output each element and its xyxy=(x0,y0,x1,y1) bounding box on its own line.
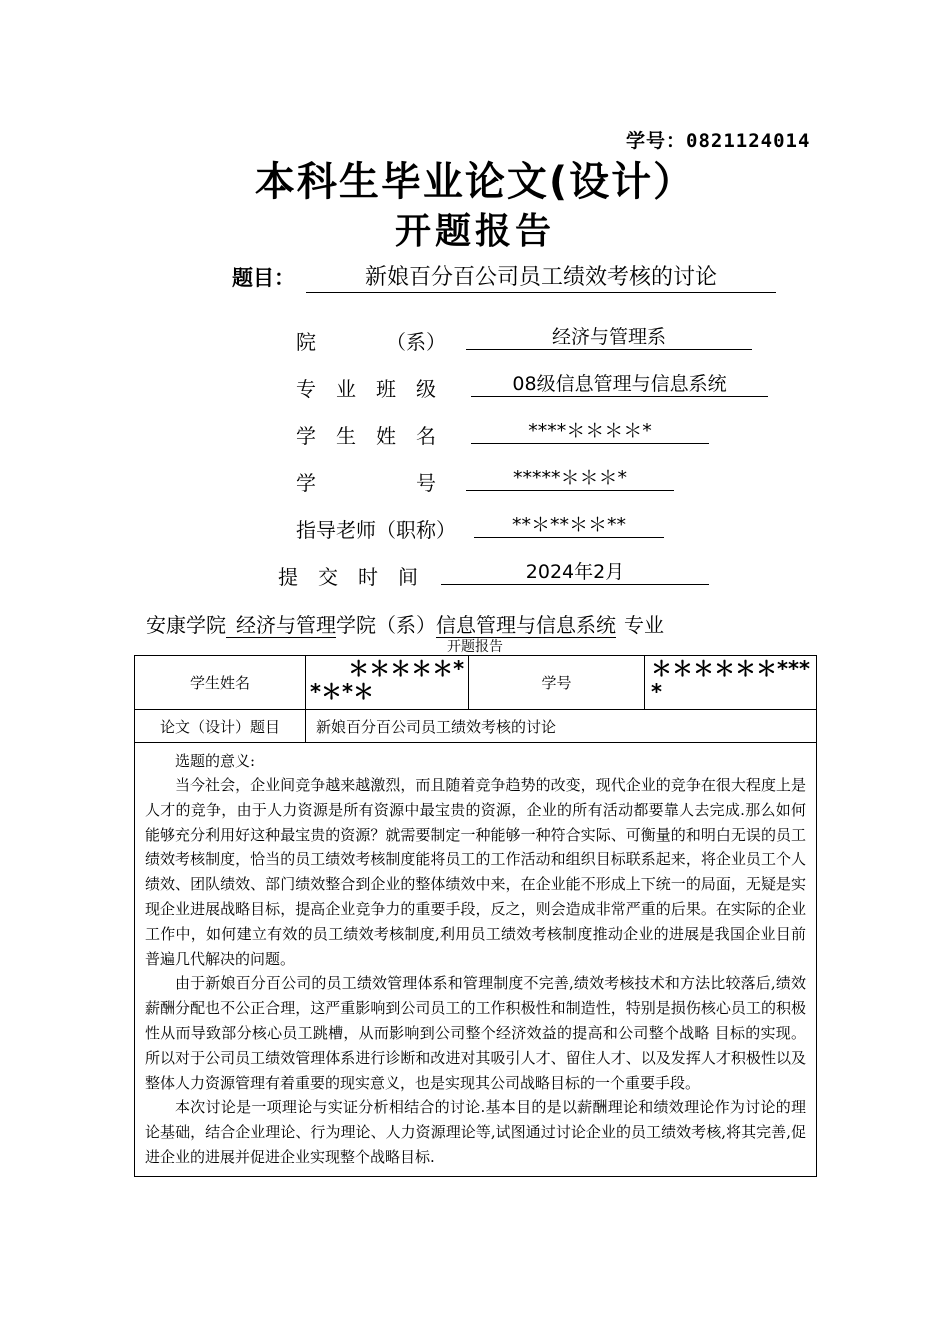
student-name-line-2: *＊*＊ xyxy=(310,680,374,704)
affiliation-line xyxy=(146,609,664,638)
department-value: 经济与管理系 xyxy=(466,325,752,350)
student-id-line-1: ＊＊＊＊＊＊*** xyxy=(651,657,810,681)
major-name: 信息管理与信息系统 xyxy=(436,613,616,637)
paragraph: 由于新娘百分百公司的员工绩效管理体系和管理制度不完善,绩效考核技术和方法比较落后,绩效薪酬分配也不公正合理，这严重影响到公司员工的工作积极性和制造性，特别是损伤核心员工的积极性从而导致部分核心员工跳槽，从而影响到公司整个经济效益的提高和公司整个战略 目标的实现。所以对于公司员工绩效管理体系进行诊断和改进对其吸引人才、留住人才、以及发挥人才积极性以及整体人力资源管理有着重要的现实意义，也是实现其公司战略目标的一个重要手段。 xyxy=(145,974,806,1092)
college-name: 经济与管理 xyxy=(226,613,336,638)
proposal-table xyxy=(134,655,817,1177)
document-subtitle: 开题报告 xyxy=(394,211,555,252)
student-id-line-2: * xyxy=(651,680,662,704)
student-id-cell xyxy=(645,656,817,710)
major-suffix: 专业 xyxy=(624,613,664,637)
paragraph: 当今社会，企业间竞争越来越激烈，而且随着竞争趋势的改变，现代企业的竞争在很大程度上是人才的竞争，由于人力资源是所有资源中最宝贵的资源，企业的所有活动都要靠人去完成.那么如何能够充分利用好这种最宝贵的资源？就需要制定一种能够一种符合实际、可衡量的和明白无误的员工绩效考核制度，恰当的员工绩效考核制度能将员工的工作活动和组织目标联系起来，将企业员工个人绩效、团队绩效、部门绩效整合到企业的整体绩效中来，在企业能不形成上下统一的局面，无疑是实现企业进展战略目标，提高企业竞争力的重要手段，反之，则会造成非常严重的后果。在实际的企业工作中，如何建立有效的员工绩效考核制度,利用员工绩效考核制度推动企业的进展是我国企业目前普遍几代解决的问题。 xyxy=(145,776,806,968)
student-name-cell-label: 学生姓名 xyxy=(135,656,306,710)
student-name-line-1: ＊＊＊＊＊* xyxy=(348,657,465,681)
paragraph: 本次讨论是一项理论与实证分析相结合的讨论.基本目的是以薪酬理论和绩效理论作为讨论的理论基础，结合企业理论、行为理论、人力资源理论等,试图通过讨论企业的员工绩效考核,将其完善,促进企业的进展并促进企业实现整个战略目标. xyxy=(145,1098,806,1166)
major-class-label: 专 业 班 级 xyxy=(296,377,436,401)
student-number-label: 学 号 xyxy=(296,471,436,495)
student-id xyxy=(626,126,810,153)
student-name-cell xyxy=(306,656,469,710)
student-id-value: 0821124014 xyxy=(686,130,811,152)
student-id-label: 学号： xyxy=(626,130,687,152)
table-row xyxy=(135,743,817,1177)
topic-value: 新娘百分百公司员工绩效考核的讨论 xyxy=(306,260,776,293)
advisor-value: **＊**＊＊** xyxy=(474,513,664,538)
student-name-value: ****＊＊＊＊* xyxy=(471,419,709,444)
student-id-cell-label: 学号 xyxy=(469,656,645,710)
submit-time-label: 提 交 时 间 xyxy=(278,565,418,589)
document-title: 本科生毕业论文(设计） xyxy=(254,159,696,205)
table-caption: 开题报告 xyxy=(447,639,503,655)
topic-label: 题目： xyxy=(232,266,295,290)
table-row xyxy=(135,710,817,743)
table-row xyxy=(135,656,817,710)
advisor-label: 指导老师（职称） xyxy=(296,518,456,542)
student-name-label: 学 生 姓 名 xyxy=(296,424,436,448)
department-label: 院 （系） xyxy=(296,330,446,354)
student-number-value: *****＊＊＊* xyxy=(466,466,674,491)
section-heading: 选题的意义: xyxy=(175,752,256,770)
submit-time-value: 2024年2月 xyxy=(441,560,709,585)
thesis-title-value: 新娘百分百公司员工绩效考核的讨论 xyxy=(306,710,817,743)
college-suffix: 学院（系） xyxy=(336,613,436,637)
thesis-title-label: 论文（设计）题目 xyxy=(135,710,306,743)
school-name: 安康学院 xyxy=(146,613,226,637)
major-class-value: 08级信息管理与信息系统 xyxy=(471,372,768,397)
significance-section xyxy=(135,743,817,1177)
